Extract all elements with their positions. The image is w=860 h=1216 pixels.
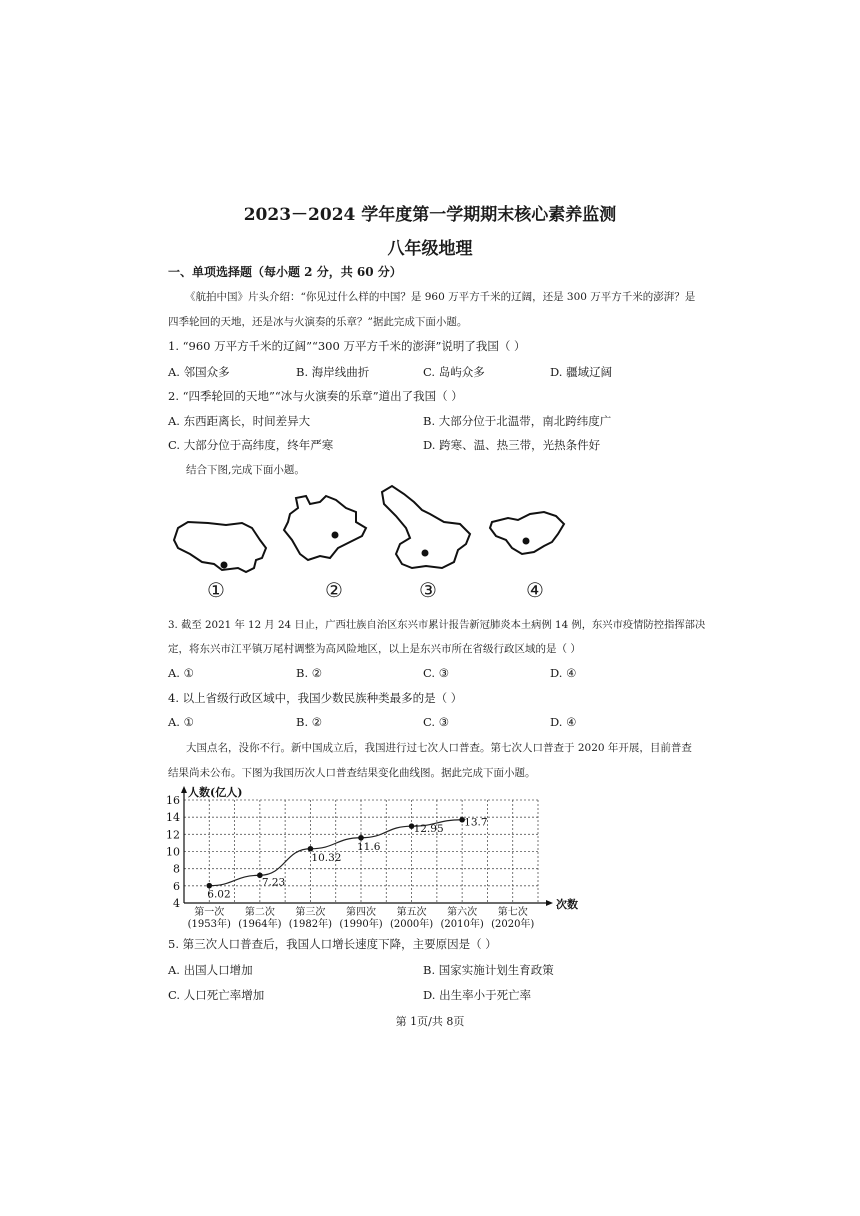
province-outline-4 [490, 512, 564, 554]
data-label: 6.02 [207, 888, 231, 901]
x-category-name: 第六次 [447, 907, 478, 918]
y-tick-label: 14 [166, 811, 180, 825]
x-category-year: (2000年) [389, 919, 434, 930]
population-chart [158, 782, 588, 932]
q2-stem: 2. “四季轮回的天地”“冰与火演奏的乐章”道出了我国（ ） [168, 389, 463, 403]
intro-3-line-2: 结果尚未公布。下图为我国历次人口普查结果变化曲线图。据此完成下面小题。 [168, 767, 536, 779]
x-category-name: 第四次 [346, 907, 376, 918]
y-tick-label: 12 [166, 828, 180, 842]
q4-option-c: C. ③ [423, 715, 450, 729]
x-category-year: (1990年) [339, 919, 383, 930]
data-label: 11.6 [357, 840, 381, 853]
q1-stem: 1. “960 万平方千米的辽阔”“300 万平方千米的澎湃”说明了我国（ ） [168, 339, 526, 353]
intro-2: 结合下图,完成下面小题。 [186, 464, 305, 476]
q5-option-b: B. 国家实施计划生育政策 [423, 963, 554, 977]
page-footer: 第 1页/共 8页 [395, 1015, 465, 1028]
map-label-3: ③ [419, 578, 437, 602]
y-tick-label: 8 [173, 862, 180, 876]
q3-option-b: B. ② [296, 666, 323, 680]
x-category-name: 第五次 [396, 907, 427, 918]
intro-3-line-1: 大国点名，没你不行。新中国成立后，我国进行过七次人口普查。第七次人口普查于 2020 年开展，目前普查 [186, 742, 692, 754]
q2-option-d: D. 跨寒、温、热三带，光热条件好 [423, 438, 601, 452]
y-tick-label: 6 [173, 879, 180, 893]
exam-title: 2023－2024 学年度第一学期期末核心素养监测 [243, 205, 617, 225]
q3-stem-line-1: 3. 截至 2021 年 12 月 24 日止，广西壮族自治区东兴市累计报告新冠肺炎本土病例 14 例，东兴市疫情防控指挥部决 [168, 619, 706, 631]
intro-1-line-2: 四季轮回的天地，还是冰与火演奏的乐章？”据此完成下面小题。 [168, 316, 468, 328]
q1-option-b: B. 海岸线曲折 [296, 365, 370, 379]
x-category-name: 第一次 [194, 907, 225, 918]
q1-option-d: D. 疆域辽阔 [550, 365, 613, 379]
data-point [358, 835, 364, 841]
q4-option-d: D. ④ [550, 715, 577, 729]
data-point [308, 846, 314, 852]
y-tick-label: 16 [166, 794, 180, 807]
q2-option-c: C. 大部分位于高纬度，终年严寒 [168, 438, 334, 452]
exam-subtitle: 八年级地理 [387, 239, 473, 259]
map-label-1: ① [207, 578, 225, 602]
x-category-year: (1953年) [187, 919, 231, 930]
y-tick-labels [166, 794, 180, 910]
q3-option-d: D. ④ [550, 666, 577, 680]
x-category-year: (2020年) [491, 919, 535, 930]
q2-option-a: A. 东西距离长，时间差异大 [168, 414, 311, 428]
chart-series [206, 817, 487, 901]
q4-option-b: B. ② [296, 715, 323, 729]
x-category-name: 第二次 [244, 907, 275, 918]
q4-option-a: A. ① [168, 715, 194, 729]
data-label: 10.32 [311, 851, 342, 864]
province-outline-1 [174, 522, 266, 572]
y-tick-label: 10 [166, 845, 180, 859]
province-dot-1 [221, 562, 228, 569]
q5-option-a: A. 出国人口增加 [168, 963, 253, 977]
y-axis-arrow [181, 786, 187, 793]
x-axis-arrow [546, 900, 553, 906]
x-category-year: (1964年) [238, 919, 282, 930]
x-category-year: (1982年) [288, 919, 333, 930]
q5-option-d: D. 出生率小于死亡率 [423, 988, 532, 1002]
q1-option-a: A. 邻国众多 [168, 365, 230, 379]
data-point [206, 883, 212, 889]
data-label: 7.23 [261, 876, 286, 889]
q5-option-c: C. 人口死亡率增加 [168, 988, 265, 1002]
map-label-4: ④ [526, 578, 544, 602]
x-category-labels [188, 905, 535, 930]
map-label-2: ② [325, 578, 343, 602]
q3-option-c: C. ③ [423, 666, 450, 680]
x-axis-label: 次数 [556, 898, 578, 911]
province-dot-3 [422, 550, 429, 557]
q5-stem: 5. 第三次人口普查后，我国人口增长速度下降，主要原因是（ ） [168, 937, 497, 951]
q1-option-c: C. 岛屿众多 [423, 365, 485, 379]
data-label: 13.7 [464, 816, 488, 829]
q3-option-a: A. ① [168, 666, 194, 680]
x-category-year: (2010年) [440, 919, 484, 930]
province-outline-2 [284, 496, 366, 560]
province-dot-4 [523, 538, 530, 545]
x-category-name: 第三次 [295, 907, 326, 918]
intro-1-line-1: 《航拍中国》片头介绍：“你见过什么样的中国？是 960 万平方千米的辽阔，还是 300 万平方千米的澎湃？是 [185, 291, 696, 303]
q4-stem: 4. 以上省级行政区域中，我国少数民族种类最多的是（ ） [168, 691, 463, 705]
q2-option-b: B. 大部分位于北温带，南北跨纬度广 [423, 414, 612, 428]
section-heading: 一、单项选择题（每小题 2 分，共 60 分） [168, 265, 402, 279]
y-tick-label: 4 [173, 897, 180, 910]
data-label: 12.95 [413, 823, 444, 836]
province-dot-2 [332, 532, 339, 539]
q3-stem-line-2: 定，将东兴市江平镇万尾村调整为高风险地区，以上是东兴市所在省级行政区域的是（ ） [168, 643, 581, 655]
y-axis-label: 人数(亿人) [188, 786, 243, 799]
x-category-name: 第七次 [497, 907, 528, 918]
